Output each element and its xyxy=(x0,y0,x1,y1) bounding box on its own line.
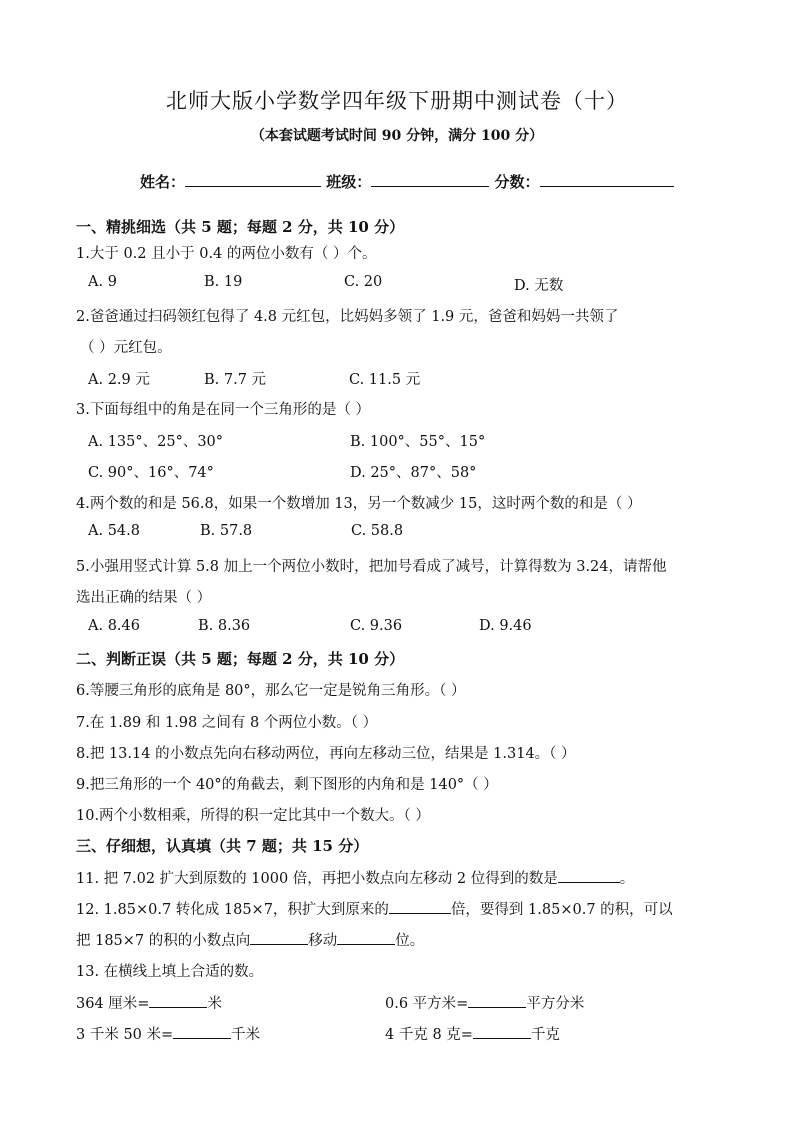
q13-item-3 xyxy=(76,1023,260,1044)
q13-item-1-blank[interactable] xyxy=(149,993,207,1008)
q4-option-a[interactable]: A. 54.8 xyxy=(88,523,140,539)
question-9: 9.把三角形的一个 40°的角截去，剩下图形的内角和是 140°（ ） xyxy=(76,777,498,793)
q13-item-2-blank[interactable] xyxy=(468,993,526,1008)
q1-option-a[interactable]: A. 9 xyxy=(88,274,117,290)
section1-heading: 一、精挑细选（共 5 题；每题 2 分，共 10 分） xyxy=(76,218,405,236)
question-12-line1 xyxy=(76,898,673,919)
exam-title: 北师大版小学数学四年级下册期中测试卷（十） xyxy=(166,89,628,113)
question-1: 1.大于 0.2 且小于 0.4 的两位小数有（ ）个。 xyxy=(76,246,377,262)
q12-blank-3[interactable] xyxy=(337,930,395,945)
question-7: 7.在 1.89 和 1.98 之间有 8 个两位小数。（ ） xyxy=(76,715,378,731)
q12-text-5: 位。 xyxy=(395,933,425,949)
q11-answer-blank[interactable] xyxy=(558,868,620,883)
q3-option-d[interactable]: D. 25°、87°、58° xyxy=(350,465,477,481)
question-2-line2: （ ）元红包。 xyxy=(80,340,172,356)
question-8: 8.把 13.14 的小数点先向右移动两位，再向左移动三位，结果是 1.314。（ ） xyxy=(76,746,576,762)
question-11 xyxy=(76,867,634,888)
q2-option-a[interactable]: A. 2.9 元 xyxy=(88,372,150,388)
q13-item-1-unit: 米 xyxy=(207,996,222,1012)
student-info-row xyxy=(140,171,674,192)
question-4: 4.两个数的和是 56.8，如果一个数增加 13，另一个数减少 15，这时两个数的和是（ ） xyxy=(76,496,642,512)
q5-option-a[interactable]: A. 8.46 xyxy=(88,618,140,634)
section3-heading: 三、仔细想，认真填（共 7 题；共 15 分） xyxy=(76,837,369,855)
q12-text-2: 倍，要得到 1.85×0.7 的积，可以 xyxy=(450,902,673,918)
q3-option-b[interactable]: B. 100°、55°、15° xyxy=(350,434,486,450)
q13-item-4-unit: 千克 xyxy=(530,1027,560,1043)
exam-subtitle: （本套试题考试时间 90 分钟，满分 100 分） xyxy=(250,128,544,144)
score-field[interactable] xyxy=(540,171,674,187)
q2-option-b[interactable]: B. 7.7 元 xyxy=(204,372,267,388)
question-12-line2 xyxy=(76,929,424,950)
section2-heading: 二、判断正误（共 5 题；每题 2 分，共 10 分） xyxy=(76,650,405,668)
q3-option-c[interactable]: C. 90°、16°、74° xyxy=(88,465,214,481)
question-13: 13. 在横线上填上合适的数。 xyxy=(76,964,264,980)
q4-option-c[interactable]: C. 58.8 xyxy=(351,523,404,539)
q13-item-3-unit: 千米 xyxy=(231,1027,261,1043)
q12-text-4: 移动 xyxy=(308,933,338,949)
q13-item-3-text: 3 千米 50 米= xyxy=(76,1027,174,1043)
question-5-line1: 5.小强用竖式计算 5.8 加上一个两位小数时，把加号看成了减号，计算得数为 3.24，请帮他 xyxy=(76,559,667,575)
question-6: 6.等腰三角形的底角是 80°，那么它一定是锐角三角形。（ ） xyxy=(76,683,466,699)
q4-option-b[interactable]: B. 57.8 xyxy=(200,523,253,539)
q13-item-1 xyxy=(76,992,222,1013)
q5-option-c[interactable]: C. 9.36 xyxy=(350,618,403,634)
q11-end: 。 xyxy=(619,871,635,887)
q13-item-2-unit: 平方分米 xyxy=(526,996,585,1012)
q1-option-c[interactable]: C. 20 xyxy=(344,274,383,290)
score-label: 分数： xyxy=(494,173,540,191)
q11-text: 11. 把 7.02 扩大到原数的 1000 倍，再把小数点向左移动 2 位得到的数是 xyxy=(76,871,558,887)
q3-option-a[interactable]: A. 135°、25°、30° xyxy=(88,434,224,450)
question-2-line1: 2.爸爸通过扫码领红包得了 4.8 元红包，比妈妈多领了 1.9 元，爸爸和妈妈一共领了 xyxy=(76,309,619,325)
q12-text-1: 12. 1.85×0.7 转化成 185×7，积扩大到原来的 xyxy=(76,902,389,918)
q13-item-4 xyxy=(385,1023,560,1044)
q2-option-c[interactable]: C. 11.5 元 xyxy=(349,372,421,388)
q5-option-d[interactable]: D. 9.46 xyxy=(479,618,532,634)
q13-item-1-text: 364 厘米= xyxy=(76,996,150,1012)
q5-option-b[interactable]: B. 8.36 xyxy=(198,618,251,634)
question-3: 3.下面每组中的角是在同一个三角形的是（ ） xyxy=(76,402,370,418)
name-field[interactable] xyxy=(185,171,321,187)
q1-option-b[interactable]: B. 19 xyxy=(204,274,243,290)
q1-option-d[interactable]: D. 无数 xyxy=(514,278,564,294)
q12-text-3: 把 185×7 的积的小数点向 xyxy=(76,933,251,949)
q12-blank-2[interactable] xyxy=(250,930,308,945)
class-label: 班级： xyxy=(326,173,372,191)
q13-item-4-blank[interactable] xyxy=(473,1024,531,1039)
name-label: 姓名： xyxy=(140,173,186,191)
q12-blank-1[interactable] xyxy=(389,899,451,914)
q13-item-2 xyxy=(385,992,584,1013)
question-5-line2: 选出正确的结果（ ） xyxy=(76,590,212,606)
q13-item-3-blank[interactable] xyxy=(173,1024,231,1039)
question-10: 10.两个小数相乘，所得的积一定比其中一个数大。（ ） xyxy=(76,808,430,824)
q13-item-2-text: 0.6 平方米= xyxy=(385,996,469,1012)
class-field[interactable] xyxy=(371,171,489,187)
q13-item-4-text: 4 千克 8 克= xyxy=(385,1027,473,1043)
